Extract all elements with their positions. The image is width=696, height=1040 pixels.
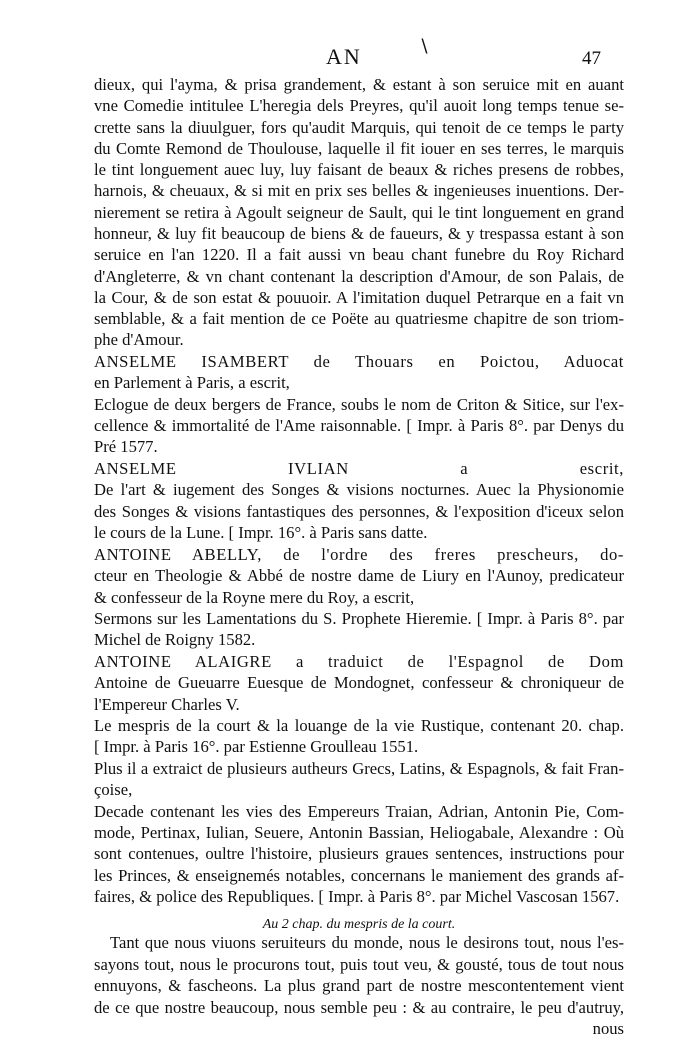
text-line xyxy=(94,843,624,865)
line-text: Decade contenant les vies des Empereurs Traian, Adrian, Antonin Pie, Com- xyxy=(94,801,624,821)
text-line xyxy=(94,479,624,501)
line-text: d'Angleterre, & vn chant contenant la description d'Amour, de son Palais, de xyxy=(94,266,624,286)
text-line xyxy=(94,694,624,716)
line-text: phe d'Amour. xyxy=(94,329,184,349)
line-text: ANTOINE ABELLY, de l'ordre des freres prescheurs, do- xyxy=(94,544,624,564)
text-line xyxy=(94,608,624,630)
text-line xyxy=(94,522,624,544)
line-text: Au 2 chap. du mespris de la court. xyxy=(262,916,456,932)
line-text: Le mespris de la court & la louange de la vie Rustique, contenant 20. chap. xyxy=(94,715,624,735)
line-text: nous xyxy=(592,1018,624,1038)
text-line xyxy=(94,672,624,694)
text-line xyxy=(94,329,624,351)
line-text: de ce que nostre beaucoup, nous semble peu : & au contraire, le peu d'autruy, xyxy=(94,997,624,1017)
line-text: Michel de Roigny 1582. xyxy=(94,629,256,649)
author-heading xyxy=(94,351,624,373)
line-text: crette sans la diuulguer, fors qu'audit Marquis, qui tenoit de ce temps le party xyxy=(94,117,624,137)
text-line xyxy=(94,117,624,139)
text-line xyxy=(94,565,624,587)
section-caption xyxy=(94,912,624,934)
line-text: ANSELME IVLIAN a escrit, xyxy=(94,458,624,478)
text-line xyxy=(94,415,624,437)
line-text: mode, Pertinax, Iulian, Seuere, Antonin Bassian, Heliogabale, Alexandre : Où xyxy=(94,822,624,842)
line-text: Tant que nous viuons seruiteurs du monde, nous le desirons tout, nous l'es- xyxy=(110,932,624,952)
line-text: vne Comedie intitulee L'heregia dels Preyres, qu'il auoit long temps tenue se- xyxy=(94,96,624,115)
line-text: Pré 1577. xyxy=(94,436,158,456)
line-text: Sermons sur les Lamentations du S. Prophete Hieremie. [ Impr. à Paris 8°. par xyxy=(94,608,624,628)
text-line xyxy=(94,587,624,609)
text-line xyxy=(94,138,624,160)
line-text: faires, & police des Republiques. [ Impr. à Paris 8°. par Michel Vascosan 1567. xyxy=(94,886,620,906)
text-line xyxy=(94,886,624,908)
line-text: harnois, & cheuaux, & si mit en prix ses belles & ingenieuses inuentions. Der- xyxy=(94,181,624,200)
line-text: [ Impr. à Paris 16°. par Estienne Groulleau 1551. xyxy=(94,736,419,756)
text-line xyxy=(94,287,624,309)
text-line xyxy=(94,95,624,117)
text-line xyxy=(94,801,624,823)
text-line xyxy=(94,501,624,523)
running-head: AN xyxy=(326,44,362,69)
text-line xyxy=(94,223,624,245)
page-number: 47 xyxy=(582,48,601,69)
line-text: la Cour, & de son estat & pouuoir. A l'imitation duquel Petrarque en a fait vn xyxy=(94,287,624,307)
text-line xyxy=(94,436,624,458)
line-text: Plus il a extraict de plusieurs autheurs Grecs, Latins, & Espagnols, & fait Fran- xyxy=(94,758,624,778)
text-line xyxy=(94,372,624,394)
text-line xyxy=(94,244,624,266)
text-line xyxy=(94,74,624,96)
line-text: seruice en l'an 1220. Il a fait aussi vn beau chant funebre du Roy Richard xyxy=(94,244,624,264)
line-text: honneur, & luy fit beaucoup de biens & de faueurs, & y trespassa estant à son xyxy=(94,223,624,243)
text-line xyxy=(94,180,624,202)
text-line xyxy=(94,266,624,288)
line-text: des Songes & visions fantastiques des personnes, & l'exposition d'iceux selon xyxy=(94,501,624,521)
text-line xyxy=(94,865,624,887)
text-line xyxy=(94,308,624,330)
printer-mark: ∖ xyxy=(418,36,430,56)
line-text: semblable, & a fait mention de ce Poëte au quatriesme chapitre de son triom- xyxy=(94,308,624,328)
line-text: sayons tout, nous le procurons tout, puis tout veu, & gousté, tous de tout nous xyxy=(94,954,624,974)
text-line xyxy=(94,736,624,758)
line-text: De l'art & iugement des Songes & visions nocturnes. Auec la Physionomie xyxy=(94,479,624,499)
line-text: ANSELME ISAMBERT de Thouars en Poictou, Aduocat xyxy=(94,351,624,371)
text-line xyxy=(94,394,624,416)
line-text: Antoine de Gueuarre Euesque de Mondognet, confesseur & chroniqueur de xyxy=(94,672,624,692)
text-line xyxy=(94,779,624,801)
author-heading xyxy=(94,458,624,480)
text-line xyxy=(94,1018,624,1040)
line-text: cellence & immortalité de l'Ame raisonnable. [ Impr. à Paris 8°. par Denys du xyxy=(94,415,624,435)
line-text: ANTOINE ALAIGRE a traduict de l'Espagnol de Dom xyxy=(94,651,624,671)
text-line xyxy=(94,629,624,651)
text-line xyxy=(94,202,624,224)
text-line xyxy=(94,159,624,181)
text-line xyxy=(94,954,624,976)
line-text: les Princes, & enseignemés notables, concernans le maniement des grands af- xyxy=(94,865,624,885)
line-text: l'Empereur Charles V. xyxy=(94,694,240,714)
line-text: le cours de la Lune. [ Impr. 16°. à Paris sans datte. xyxy=(94,522,428,542)
text-line xyxy=(94,975,624,997)
author-heading xyxy=(94,651,624,673)
text-line xyxy=(94,715,624,737)
line-text: en Parlement à Paris, a escrit, xyxy=(94,372,290,392)
line-text: ennuyons, & fascheons. La plus grand part de nostre mescontentement vient xyxy=(94,975,624,995)
line-text: cteur en Theologie & Abbé de nostre dame de Liury en l'Aunoy, predicateur xyxy=(94,565,624,585)
line-text: & confesseur de la Royne mere du Roy, a escrit, xyxy=(94,587,415,607)
line-text: le tint longuement auec luy, luy faisant de beaux & riches presens de robbes, xyxy=(94,159,624,179)
text-line xyxy=(94,758,624,780)
line-text: nierement se retira à Agoult seigneur de Sault, qui le tint longuement en grand xyxy=(94,202,624,222)
line-text: sont contenues, oultre l'histoire, plusieurs graues sentences, instructions pour xyxy=(94,843,624,863)
line-text: du Comte Remond de Thoulouse, laquelle il fit iouer en ses terres, le marquis xyxy=(94,138,624,158)
text-line xyxy=(94,997,624,1019)
author-heading xyxy=(94,544,624,566)
line-text: dieux, qui l'ayma, & prisa grandement, & estant à son seruice mit en auant xyxy=(94,75,624,94)
line-text: Eclogue de deux bergers de France, soubs le nom de Criton & Sitice, sur l'ex- xyxy=(94,394,624,414)
text-line xyxy=(110,932,624,954)
line-text: çoise, xyxy=(94,779,133,799)
text-line xyxy=(94,822,624,844)
